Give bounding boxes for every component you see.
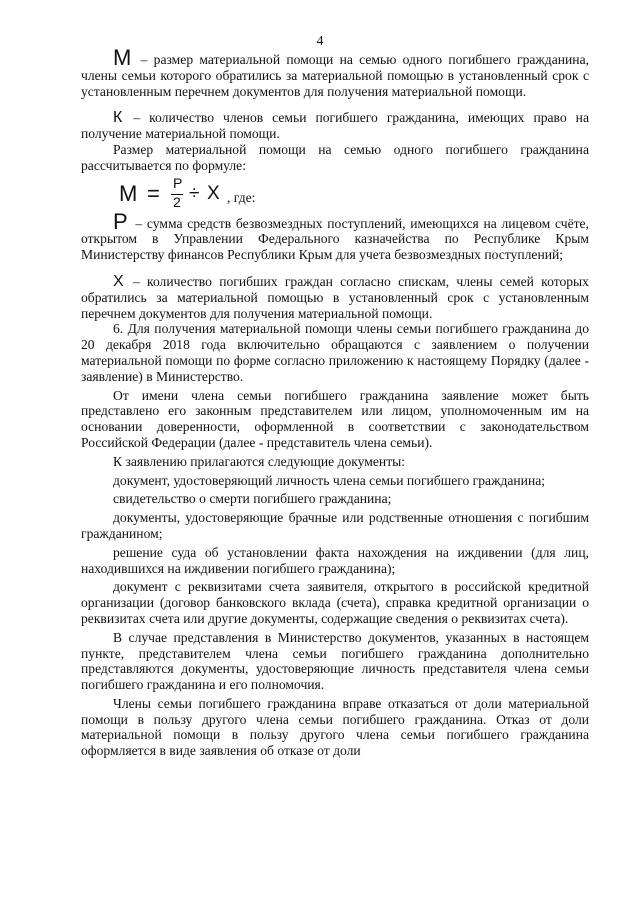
paragraph-refusal: Члены семьи погибшего гражданина вправе отказаться от доли материальной помощи в пользу другого члена семьи погибшего гражданина. Отказ от доли материальной помощи в пользу другого члена семьи погибшего гражданина оформляется в виде заявления об отказе от доли (81, 695, 589, 759)
paragraph-formula-intro: Размер материальной помощи на семью одного погибшего гражданина рассчитывается по формуле: (81, 141, 589, 173)
paragraph-m-definition (81, 45, 589, 99)
paragraph-representative-documents: В случае представления в Министерство документов, указанных в настоящем пункте, представителем члена семьи погибшего гражданина дополнительно представляются документы, удостоверяющие личность представителя члена семьи погибшего гражданина и его полномочия. (81, 629, 589, 693)
formula-x: Х (207, 182, 220, 204)
formula-divide: ÷ (189, 182, 200, 204)
paragraph-item-6: 6. Для получения материальной помощи члены семьи погибшего гражданина до 20 декабря 2018 года включительно обращаются с заявлением о получении материальной помощи по форме согласно приложению к настоящему Порядку (далее - заявление) в Министерство. (81, 321, 589, 384)
k-definition-text: – количество членов семьи погибшего гражданина, имеющих право на получение материальной помощи. (81, 110, 589, 142)
p-definition-text: – сумма средств безвозмездных поступлений, имеющихся на лицевом счёте, открытом в Управлении Федерального казначейства по Республике Крым Министерству финансов Республики Крым для учета безвозмездных поступлений; (81, 215, 589, 263)
list-item-identity-document: документ, удостоверяющий личность члена семьи погибшего гражданина; (113, 472, 546, 488)
paragraph-representative: От имени члена семьи погибшего гражданина заявление может быть представлено его законным представителем или лицом, уполномоченным им на основании доверенности, оформленной в соответствии с законодательством Российской Федерации (далее - представитель члена семьи). (81, 387, 589, 450)
variable-x: Х (113, 272, 124, 290)
formula-denominator: 2 (173, 193, 181, 210)
paragraph-x-definition (81, 274, 589, 321)
variable-m: М (113, 45, 132, 70)
formula-numerator: Р (173, 174, 183, 191)
variable-p: Р (113, 208, 128, 234)
paragraph-p-definition (81, 208, 589, 263)
list-item-bank-details: документ с реквизитами счета заявителя, открытого в российской кредитной организации (договор банковского вклада (счета), справка кредитной организации о реквизитах счета или другие документы, содержащие сведения о реквизитах счета). (81, 579, 589, 626)
formula (81, 176, 589, 214)
list-item-death-certificate: свидетельство о смерти погибшего гражданина; (113, 491, 392, 507)
variable-k: К (113, 109, 123, 127)
document-body (81, 45, 589, 759)
list-item-court-decision: решение суда об установлении факта нахождения на иждивении (для лиц, находившихся на иждивении погибшего гражданина); (81, 544, 589, 576)
paragraph-documents-intro: К заявлению прилагаются следующие документы: (113, 453, 406, 469)
paragraph-k-definition (81, 110, 589, 142)
formula-where: , где: (227, 189, 256, 205)
m-definition-text: – размер материальной помощи на семью одного погибшего гражданина, члены семьи которого обратились за материальной помощью в установленный срок с установленным перечнем документов для получения материальной помощи. (81, 52, 589, 99)
x-definition-text: – количество погибших граждан согласно спискам, члены семей которых обратились за материальной помощью в установленный срок с установленным перечнем документов для получения материальной помощи. (81, 273, 589, 321)
page-number: 4 (316, 34, 324, 49)
formula-equals: = (147, 180, 160, 206)
formula-lhs: М (119, 180, 138, 206)
list-item-relationship-documents: документы, удостоверяющие брачные или родственные отношения с погибшим гражданином; (81, 510, 589, 541)
